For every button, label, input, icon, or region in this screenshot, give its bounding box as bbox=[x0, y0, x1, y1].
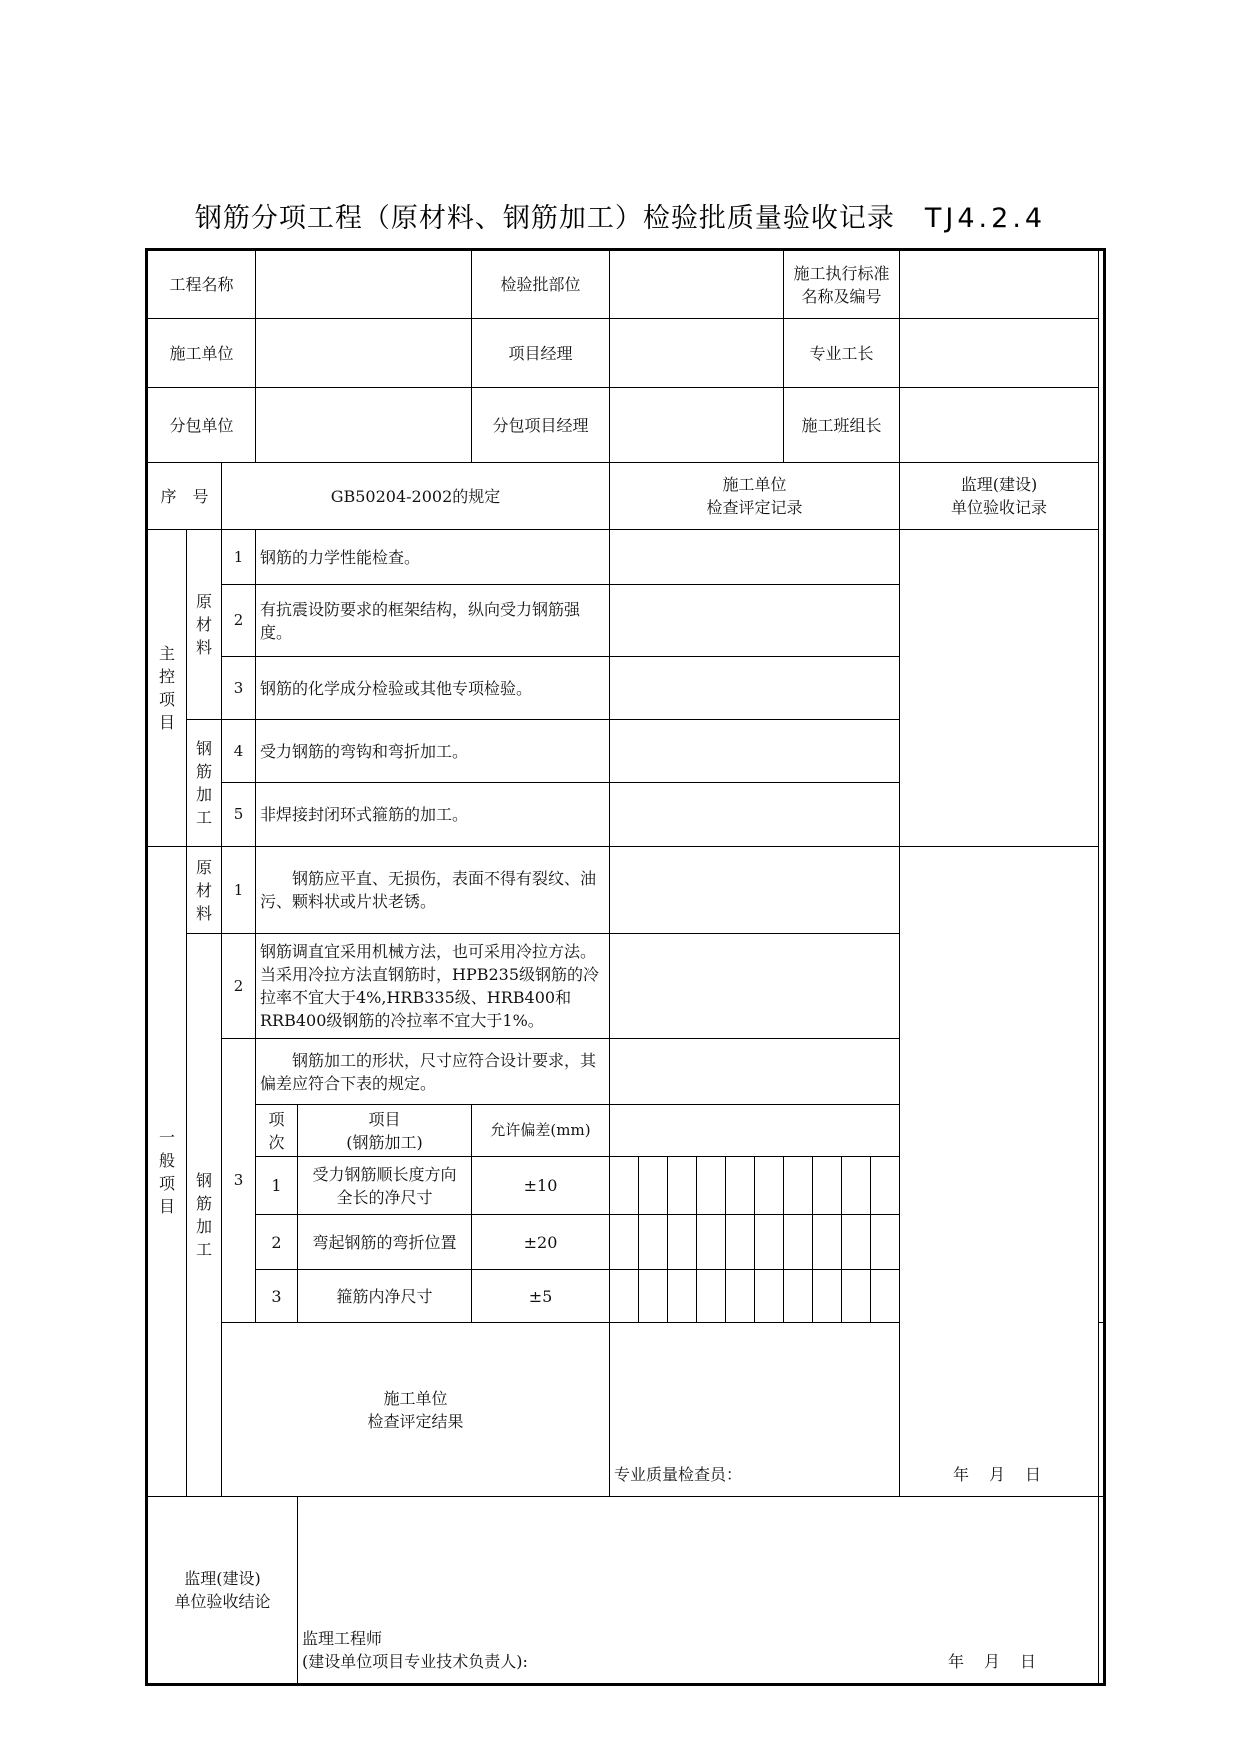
project-name-label: 工程名称 bbox=[147, 250, 256, 319]
measurement-cell[interactable] bbox=[813, 1270, 842, 1323]
main-item-no: 4 bbox=[222, 720, 256, 783]
main-supervisor-record[interactable] bbox=[900, 530, 1099, 847]
project-manager-label: 项目经理 bbox=[472, 319, 610, 388]
general-item-no: 3 bbox=[222, 1039, 256, 1323]
main-item-contractor-record[interactable] bbox=[610, 783, 900, 847]
tolerance-row-value: ±5 bbox=[472, 1270, 610, 1323]
tolerance-row-no: 2 bbox=[256, 1215, 298, 1270]
main-item-contractor-record[interactable] bbox=[610, 585, 900, 657]
tolerance-row-no: 1 bbox=[256, 1157, 298, 1215]
batch-location-field[interactable] bbox=[610, 250, 784, 319]
form-code: TJ4.2.4 bbox=[924, 203, 1047, 234]
subcontractor-field[interactable] bbox=[256, 388, 472, 463]
team-leader-field[interactable] bbox=[900, 388, 1099, 463]
construction-unit-field[interactable] bbox=[256, 319, 472, 388]
label-char: 筋 bbox=[195, 762, 212, 781]
main-item-contractor-record[interactable] bbox=[610, 720, 900, 783]
measurement-cell[interactable] bbox=[697, 1215, 726, 1270]
measurement-cell[interactable] bbox=[668, 1215, 697, 1270]
label-char: 料 bbox=[195, 903, 212, 923]
inspector-date: 年 月 日 bbox=[952, 1465, 1043, 1484]
measurement-cell[interactable] bbox=[784, 1157, 813, 1215]
measurement-cell[interactable] bbox=[726, 1215, 755, 1270]
supervisor-check-line1: 监理(建设) bbox=[960, 475, 1038, 494]
tolerance-row-no: 3 bbox=[256, 1270, 298, 1323]
form-title bbox=[0, 196, 1241, 235]
label-char: 加 bbox=[195, 1217, 212, 1236]
measurement-cell[interactable] bbox=[755, 1157, 784, 1215]
measurement-cell[interactable] bbox=[842, 1215, 871, 1270]
measurement-cell[interactable] bbox=[784, 1270, 813, 1323]
inspector-label: 专业质量检查员： bbox=[614, 1465, 743, 1484]
tolerance-row-item bbox=[298, 1157, 472, 1215]
tolerance-row-item: 弯起钢筋的弯折位置 bbox=[298, 1215, 472, 1270]
measurement-cell[interactable] bbox=[755, 1215, 784, 1270]
spec-header: GB50204-2002的规定 bbox=[222, 463, 610, 530]
general-raw-material-label bbox=[187, 847, 222, 934]
main-item-text: 钢筋的化学成分检验或其他专项检验。 bbox=[256, 657, 610, 720]
contractor-result-label bbox=[222, 1323, 610, 1497]
project-manager-field[interactable] bbox=[610, 319, 784, 388]
supervisor-result-label bbox=[147, 1497, 298, 1685]
sub-project-manager-label: 分包项目经理 bbox=[472, 388, 610, 463]
label-line: 施工单位 bbox=[383, 1388, 448, 1408]
main-processing-label bbox=[187, 720, 222, 847]
tolerance-contractor-record[interactable] bbox=[610, 1105, 900, 1157]
standard-field[interactable] bbox=[900, 250, 1099, 319]
label-line: 检查评定结果 bbox=[367, 1411, 464, 1431]
general-char: 一 bbox=[158, 1127, 175, 1147]
general-item-contractor-record[interactable] bbox=[610, 847, 900, 934]
supervisor-check-header bbox=[900, 463, 1099, 530]
general-processing-label bbox=[187, 934, 222, 1497]
label-char: 钢 bbox=[195, 739, 212, 758]
engineer-line1: 监理工程师 bbox=[302, 1629, 383, 1648]
team-leader-label: 施工班组长 bbox=[784, 388, 900, 463]
label-char: 工 bbox=[195, 808, 212, 827]
general-char: 般 bbox=[158, 1150, 175, 1170]
measurement-cell[interactable] bbox=[610, 1270, 639, 1323]
general-item-text: 钢筋调直宜采用机械方法，也可采用冷拉方法。当采用冷拉方法直钢筋时，HPB235级钢筋的冷拉率不宜大于4%,HRB335级、HRB400和RRB400级钢筋的冷拉率不宜大于1%。 bbox=[256, 934, 610, 1039]
batch-location-label: 检验批部位 bbox=[472, 250, 610, 319]
contractor-check-line2: 检查评定记录 bbox=[706, 498, 803, 517]
label-char: 加 bbox=[195, 785, 212, 804]
label-char: 工 bbox=[195, 1240, 212, 1259]
tolerance-seq-header bbox=[256, 1105, 298, 1157]
general-item-contractor-record[interactable] bbox=[610, 934, 900, 1039]
header-line: 次 bbox=[268, 1132, 285, 1152]
measurement-cell[interactable] bbox=[842, 1270, 871, 1323]
main-item-text: 钢筋的力学性能检查。 bbox=[256, 530, 610, 585]
measurement-cell[interactable] bbox=[697, 1157, 726, 1215]
standard-label bbox=[784, 250, 900, 319]
label-char: 材 bbox=[195, 615, 212, 634]
main-item-no: 1 bbox=[222, 530, 256, 585]
sub-project-manager-field[interactable] bbox=[610, 388, 784, 463]
tolerance-row-value: ±20 bbox=[472, 1215, 610, 1270]
label-char: 原 bbox=[195, 857, 212, 877]
general-label bbox=[147, 847, 187, 1497]
project-name-field[interactable] bbox=[256, 250, 472, 319]
supervisor-result-field[interactable] bbox=[298, 1497, 1099, 1685]
measurement-cell[interactable] bbox=[639, 1215, 668, 1270]
general-item-text: 钢筋加工的形状，尺寸应符合设计要求，其偏差应符合下表的规定。 bbox=[256, 1039, 610, 1105]
tolerance-row-value: ±10 bbox=[472, 1157, 610, 1215]
measurement-cell[interactable] bbox=[639, 1270, 668, 1323]
main-item-no: 5 bbox=[222, 783, 256, 847]
header-line: 项目 bbox=[368, 1109, 401, 1129]
supervisor-check-line2: 单位验收记录 bbox=[951, 498, 1048, 517]
subcontractor-label: 分包单位 bbox=[147, 388, 256, 463]
item-line: 全长的净尺寸 bbox=[336, 1187, 433, 1207]
measurement-cell[interactable] bbox=[668, 1270, 697, 1323]
label-char: 材 bbox=[195, 880, 212, 900]
measurement-cell[interactable] bbox=[871, 1215, 900, 1270]
label-char: 料 bbox=[195, 638, 212, 657]
main-control-char: 控 bbox=[158, 667, 175, 686]
measurement-cell[interactable] bbox=[784, 1215, 813, 1270]
contractor-check-header bbox=[610, 463, 900, 530]
label-char: 筋 bbox=[195, 1194, 212, 1213]
standard-label-line1: 施工执行标准 bbox=[793, 263, 890, 283]
measurement-cell[interactable] bbox=[842, 1157, 871, 1215]
measurement-cell[interactable] bbox=[755, 1270, 784, 1323]
main-control-char: 主 bbox=[158, 644, 175, 663]
engineer-label bbox=[302, 1627, 528, 1673]
general-item-contractor-record[interactable] bbox=[610, 1039, 900, 1105]
main-item-no: 3 bbox=[222, 657, 256, 720]
main-item-text: 非焊接封闭环式箍筋的加工。 bbox=[256, 783, 610, 847]
contractor-check-line1: 施工单位 bbox=[722, 475, 787, 494]
measurement-cell[interactable] bbox=[610, 1215, 639, 1270]
measurement-cell[interactable] bbox=[813, 1215, 842, 1270]
header-line: 项 bbox=[268, 1109, 285, 1129]
construction-unit-label: 施工单位 bbox=[147, 319, 256, 388]
measurement-cell[interactable] bbox=[697, 1270, 726, 1323]
engineer-line2: (建设单位项目专业技术负责人): bbox=[302, 1652, 528, 1671]
measurement-cell[interactable] bbox=[610, 1157, 639, 1215]
main-control-label bbox=[147, 530, 187, 847]
main-item-no: 2 bbox=[222, 585, 256, 657]
title-text: 钢筋分项工程（原材料、钢筋加工）检验批质量验收记录 bbox=[194, 203, 895, 234]
label-char: 钢 bbox=[195, 1171, 212, 1190]
main-item-text: 有抗震设防要求的框架结构，纵向受力钢筋强度。 bbox=[256, 585, 610, 657]
measurement-cell[interactable] bbox=[871, 1270, 900, 1323]
measurement-cell[interactable] bbox=[668, 1157, 697, 1215]
tolerance-row-item: 箍筋内净尺寸 bbox=[298, 1270, 472, 1323]
main-item-text: 受力钢筋的弯钩和弯折加工。 bbox=[256, 720, 610, 783]
measurement-cell[interactable] bbox=[813, 1157, 842, 1215]
inspection-form bbox=[145, 248, 1106, 1686]
seq-header: 序 号 bbox=[147, 463, 222, 530]
label-line: 单位验收结论 bbox=[174, 1592, 271, 1611]
general-char: 项 bbox=[158, 1173, 175, 1193]
label-char: 原 bbox=[195, 592, 212, 611]
foreman-field[interactable] bbox=[900, 319, 1099, 388]
main-control-char: 目 bbox=[158, 713, 175, 732]
main-item-contractor-record[interactable] bbox=[610, 657, 900, 720]
standard-label-line2: 名称及编号 bbox=[801, 286, 882, 306]
contractor-result-field[interactable] bbox=[610, 1323, 1105, 1497]
general-char: 目 bbox=[158, 1196, 175, 1216]
measurement-cell[interactable] bbox=[871, 1157, 900, 1215]
engineer-date: 年 月 日 bbox=[948, 1652, 1039, 1671]
tolerance-item-header bbox=[298, 1105, 472, 1157]
header-line: (钢筋加工) bbox=[346, 1132, 423, 1152]
label-line: 监理(建设) bbox=[184, 1569, 261, 1588]
general-item-text: 钢筋应平直、无损伤，表面不得有裂纹、油污、颗料状或片状老锈。 bbox=[256, 847, 610, 934]
main-raw-material-label bbox=[187, 530, 222, 720]
main-control-char: 项 bbox=[158, 690, 175, 709]
measurement-cell[interactable] bbox=[726, 1157, 755, 1215]
item-line: 受力钢筋顺长度方向 bbox=[312, 1164, 457, 1184]
measurement-cell[interactable] bbox=[726, 1270, 755, 1323]
general-item-no: 2 bbox=[222, 934, 256, 1039]
foreman-label: 专业工长 bbox=[784, 319, 900, 388]
main-item-contractor-record[interactable] bbox=[610, 530, 900, 585]
measurement-cell[interactable] bbox=[639, 1157, 668, 1215]
general-item-no: 1 bbox=[222, 847, 256, 934]
tolerance-value-header: 允许偏差(mm) bbox=[472, 1105, 610, 1157]
